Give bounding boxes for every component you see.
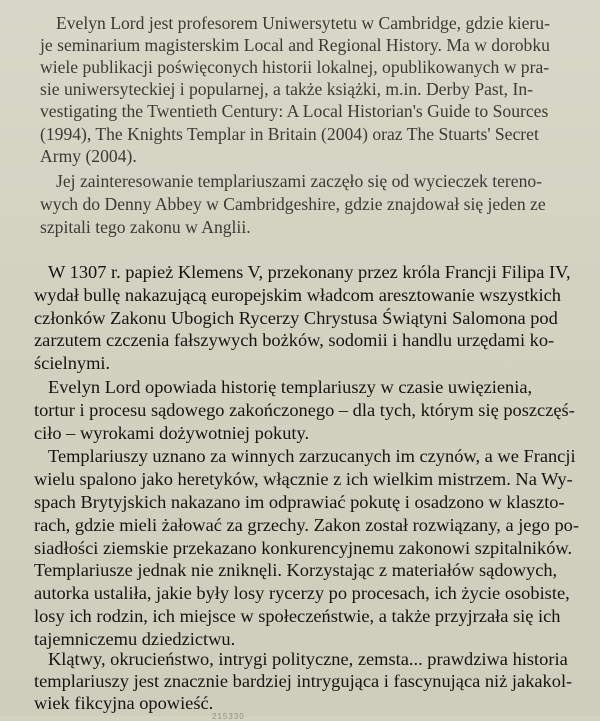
desc-line: Templariuszy uznano za winnych zarzucanych im czynów, a we Francji — [48, 446, 576, 467]
bio-line: wych do Denny Abbey w Cambridgeshire, gdzie znajdował się jeden ze — [40, 194, 546, 214]
desc-line: tajemniczemu dziedzictwu. — [34, 628, 236, 649]
bio-line: (1994), The Knights Templar in Britain (2004) oraz The Stuarts' Secret — [40, 124, 539, 144]
bio-line: wiele publikacji poświęconych historii lokalnej, opublikowanych w pra- — [40, 57, 550, 77]
bio-line: je seminarium magisterskim Local and Regional History. Ma w dorobku — [40, 35, 550, 55]
desc-line: zarzutem czczenia fałszywych bożków, sodomii i handlu urzędami ko- — [34, 330, 555, 351]
desc-line: Evelyn Lord opowiada historię templariuszy w czasie uwięzienia, — [48, 377, 533, 397]
bio-line: szpitali tego zakonu w Anglii. — [40, 217, 251, 237]
bio-line: Evelyn Lord jest profesorem Uniwersytetu w Cambridge, gdzie kieru- — [56, 13, 550, 33]
desc-line: wiek fikcyjna opowieść. — [34, 693, 214, 713]
bio-line: sie uniwersyteckiej i popularnej, a także książki, m.in. Derby Past, In- — [40, 79, 533, 99]
desc-line: ciło – wyrokami dożywotniej pokuty. — [34, 422, 310, 443]
bio-line: Army (2004). — [40, 146, 137, 166]
library-stamp-number: 215330 — [212, 712, 245, 721]
desc-line: wielu spalono jako heretyków, włącznie z ich wielkim mistrzem. Na Wy- — [34, 469, 573, 490]
desc-line: templariuszy jest znacznie bardziej intrygująca i fascynująca niż jakakol- — [34, 671, 573, 691]
desc-line: Templariusze jednak nie zniknęli. Korzystając z materiałów sądowych, — [34, 560, 558, 581]
desc-line: autorka ustaliła, jakie były losy rycerzy po procesach, ich życie osobiste, — [34, 583, 570, 604]
desc-line: tortur i procesu sądowego zakończonego – dla tych, którym się poszczęś- — [34, 399, 575, 420]
desc-line: Klątwy, okrucieństwo, intrygi polityczne, zemsta... prawdziwa historia — [48, 649, 568, 669]
bio-line: Jej zainteresowanie templariuszami zaczęło się od wycieczek tereno- — [56, 171, 543, 191]
bio-line: vestigating the Twentieth Century: A Local Historian's Guide to Sources — [40, 101, 549, 121]
desc-line: W 1307 r. papież Klemens V, przekonany przez króla Francji Filipa IV, — [48, 262, 571, 282]
desc-line: członków Zakonu Ubogich Rycerzy Chrystusa Świątyni Salomona pod — [34, 307, 558, 328]
desc-line: spach Brytyjskich nakazano im odprawiać pokutę i osadzono w klaszto- — [34, 492, 565, 512]
desc-line: wydał bullę nakazującą europejskim władcom aresztowanie wszystkich — [34, 284, 562, 305]
desc-line: rach, gdzie mieli żałować za grzechy. Zakon został rozwiązany, a jego po- — [34, 514, 579, 535]
desc-line: siadłości ziemskie przekazano konkurencyjnemu zakonowi szpitalników. — [34, 537, 573, 558]
desc-line: losy ich rodzin, ich miejsce w społeczeństwie, a także przyjrzała się ich — [34, 606, 561, 626]
desc-line: ścielnymi. — [34, 353, 111, 374]
